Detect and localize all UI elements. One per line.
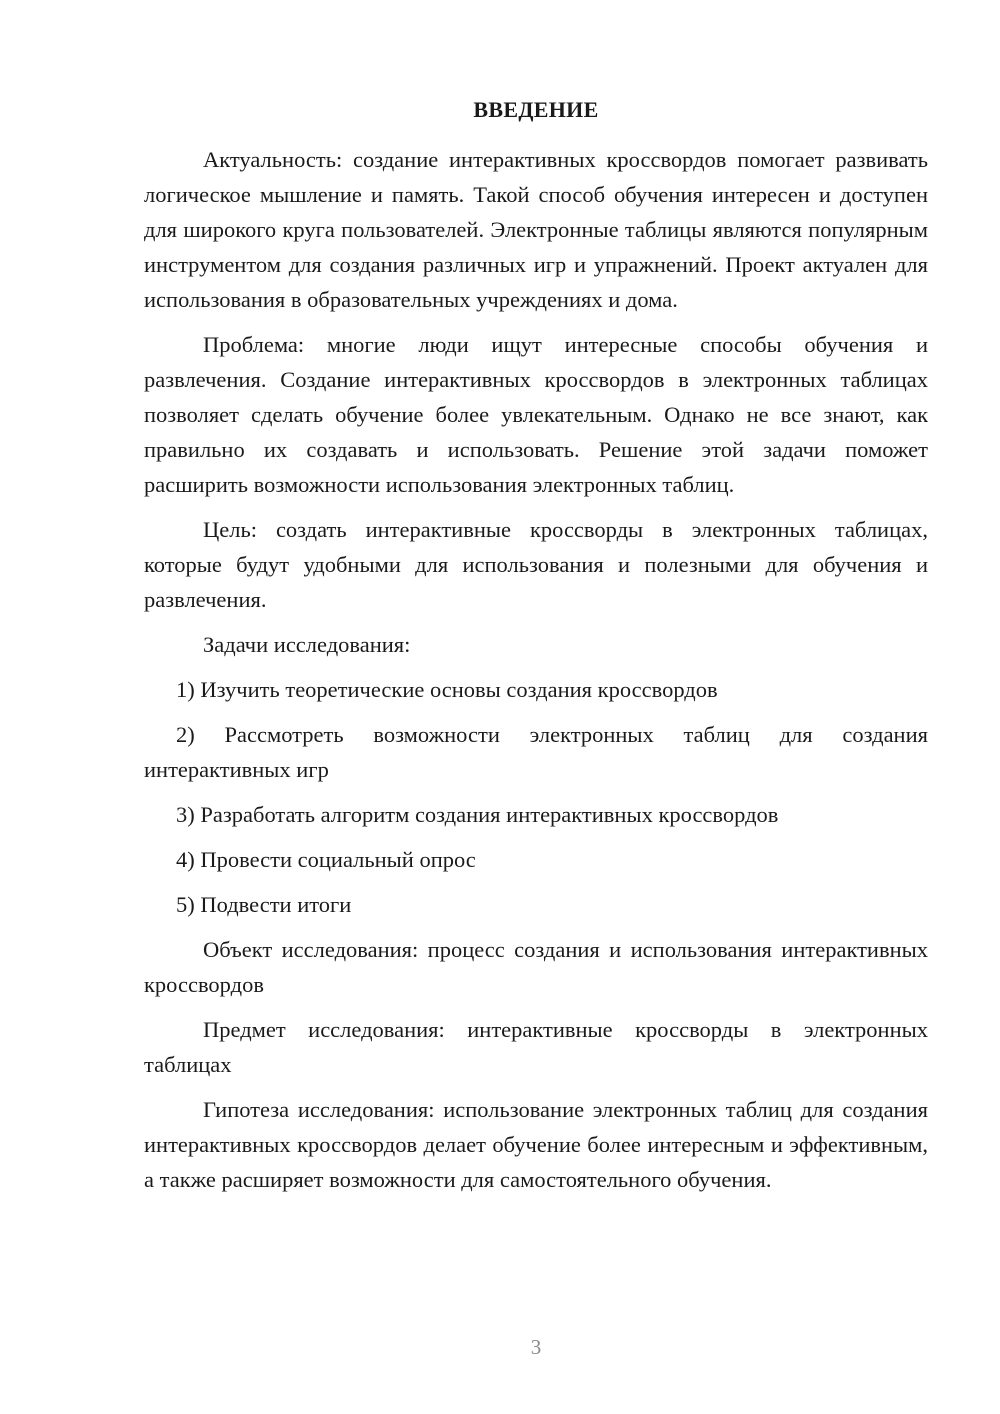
- document-body: [144, 142, 928, 1197]
- task-item-5: 5) Подвести итоги: [176, 892, 352, 917]
- paragraph-subject: Предмет исследования: интерактивные кроссворды в электронных таблицах: [144, 1017, 928, 1077]
- paragraph-goal: Цель: создать интерактивные кроссворды в электронных таблицах, которые будут удобными для использования и полезными для обучения и развлечения.: [144, 517, 928, 612]
- task-item-4: 4) Провести социальный опрос: [176, 847, 476, 872]
- paragraph-problem: Проблема: многие люди ищут интересные способы обучения и развлечения. Создание интерактивных кроссвордов в электронных таблицах позволяет сделать обучение более увлекательным. Однако не все знают, как правильно их создавать и использовать. Решение этой задачи поможет расширить возможности использования электронных таблиц.: [144, 332, 928, 497]
- task-item-1: 1) Изучить теоретические основы создания кроссвордов: [176, 677, 718, 702]
- page-title: ВВЕДЕНИЕ: [473, 97, 599, 122]
- task-item-3: 3) Разработать алгоритм создания интерактивных кроссвордов: [176, 802, 779, 827]
- page-number: 3: [530, 1335, 542, 1359]
- paragraph-relevance: Актуальность: создание интерактивных кроссвордов помогает развивать логическое мышление и память. Такой способ обучения интересен и доступен для широкого круга пользователей. Электронные таблицы являются популярным инструментом для создания различных игр и упражнений. Проект актуален для использования в образовательных учреждениях и дома.: [144, 147, 928, 312]
- paragraph-object: Объект исследования: процесс создания и использования интерактивных кроссвордов: [144, 937, 928, 997]
- task-item-2: 2) Рассмотреть возможности электронных таблиц для создания интерактивных игр: [144, 722, 928, 782]
- paragraph-hypothesis: Гипотеза исследования: использование электронных таблиц для создания интерактивных кроссвордов делает обучение более интересным и эффективным, а также расширяет возможности для самостоятельного обучения.: [144, 1097, 928, 1192]
- tasks-heading: Задачи исследования:: [203, 632, 411, 657]
